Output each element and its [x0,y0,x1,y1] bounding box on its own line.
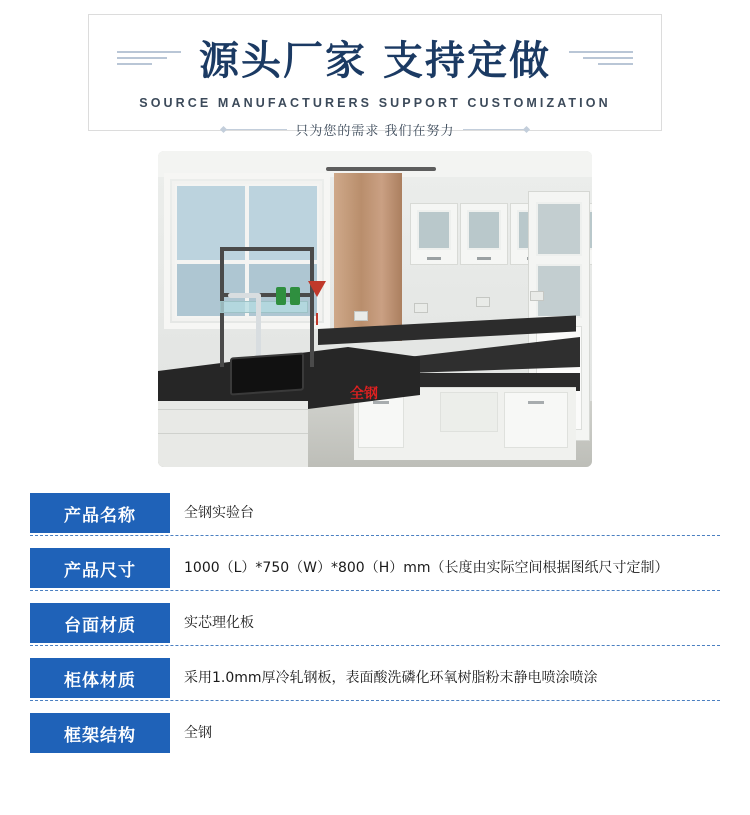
faucet-icon [256,293,261,361]
bench-drawer-unit [158,401,308,467]
photo-caption: 全钢 [350,386,378,402]
spec-value: 采用1.0mm厚冷轧钢板，表面酸洗磷化环氧树脂粉末静电喷涂喷涂 [184,669,598,686]
slogan-rule-right [463,129,525,130]
spec-value: 全钢 [184,724,212,741]
curtain-rod [326,167,436,171]
banner-subtitle: SOURCE MANUFACTURERS SUPPORT CUSTOMIZATION [139,96,611,110]
spec-key: 台面材质 [30,603,170,643]
product-photo [158,151,592,467]
decorative-lines-right [569,51,633,65]
spec-key: 柜体材质 [30,658,170,698]
banner-slogan: 只为您的需求 我们在努力 [295,124,455,139]
funnel-icon [308,281,326,297]
decorative-lines-left [117,51,181,65]
spec-value: 全钢实验台 [184,504,254,521]
spec-value: 实芯理化板 [184,614,254,631]
spec-key: 框架结构 [30,713,170,753]
reagent-bottle [276,287,286,305]
table-row [30,493,720,536]
table-row [30,603,720,646]
banner-slogan-row [225,120,524,139]
spec-key: 产品尺寸 [30,548,170,588]
banner-title-row [23,29,727,86]
reagent-bottle [290,287,300,305]
wall-socket [476,297,490,307]
table-row [30,713,720,755]
banner-content [23,15,727,139]
wall-cabinet [460,203,508,265]
spec-key: 产品名称 [30,493,170,533]
promo-banner [88,14,662,139]
slogan-rule-left [225,129,287,130]
wall-socket [414,303,428,313]
wall-cabinet [410,203,458,265]
table-row [30,548,720,591]
spec-value: 1000（L）*750（W）*800（H）mm（长度由实际空间根据图纸尺寸定制） [184,559,669,576]
banner-title: 源头厂家 支持定做 [199,38,551,84]
curtain [334,173,402,341]
wall-socket [530,291,544,301]
sink [230,352,304,395]
table-row [30,658,720,701]
specification-table [30,493,720,767]
lab-room-illustration [158,151,592,467]
wall-socket [354,311,368,321]
